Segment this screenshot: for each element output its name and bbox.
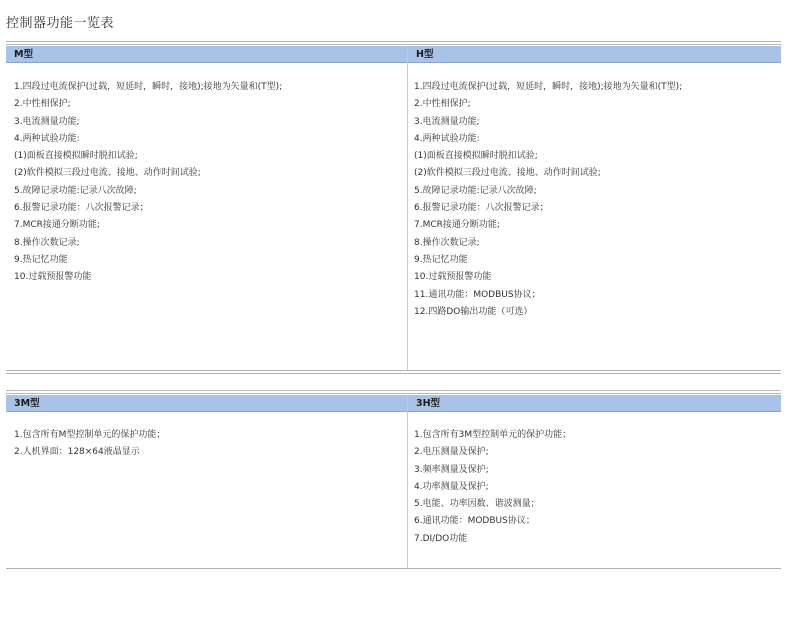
feature-item: 2.电压测量及保护;: [414, 447, 489, 458]
feature-item: 10.过载预报警功能: [14, 272, 92, 283]
feature-item: 11.通讯功能：MODBUS协议；: [414, 289, 541, 300]
column-header-3m: 3M型: [14, 398, 40, 409]
page-title: 控制器功能一览表: [6, 16, 115, 31]
feature-item: (2)软件模拟三段过电流、接地、动作时间试验;: [14, 168, 201, 179]
feature-item: 9.热记忆功能: [14, 254, 68, 265]
feature-item: 3.电流测量功能;: [14, 116, 80, 127]
table-bottom-border: [6, 568, 781, 569]
feature-list-h: [414, 79, 682, 321]
feature-item: 5.故障记录功能:记录八次故障;: [14, 185, 137, 196]
feature-item: 8.操作次数记录;: [14, 237, 80, 248]
feature-item: 4.两种试验功能:: [414, 133, 480, 144]
feature-item: 6.报警记录功能：八次报警记录；: [14, 203, 149, 214]
feature-list-3m: [14, 427, 165, 462]
feature-item: 4.功率测量及保护;: [414, 481, 489, 492]
column-header-m: M型: [14, 49, 33, 60]
feature-list-m: [14, 79, 282, 287]
feature-item: 3.电流测量功能;: [414, 116, 480, 127]
feature-item: 9.热记忆功能: [414, 254, 468, 265]
feature-item: 6.报警记录功能：八次报警记录；: [414, 203, 549, 214]
feature-item: 3.频率测量及保护;: [414, 464, 489, 475]
feature-table-m-h: [6, 41, 781, 371]
feature-item: 1.四段过电流保护(过载，短延时，瞬时，接地);接地为矢量和(T型);: [14, 82, 283, 92]
feature-item: 2.中性相保护;: [414, 99, 471, 110]
feature-item: 2.中性相保护;: [14, 99, 71, 110]
column-header-3h: 3H型: [416, 398, 441, 409]
table-header-row: [6, 395, 781, 412]
column-divider: [407, 395, 408, 569]
column-divider: [407, 46, 408, 371]
feature-item: 2.人机界面：128×64液晶显示: [14, 447, 140, 458]
feature-item: 7.MCR接通分断功能;: [414, 220, 500, 231]
feature-list-3h: [414, 427, 571, 548]
feature-item: 8.操作次数记录;: [414, 237, 480, 248]
feature-item: (2)软件模拟三段过电流、接地、动作时间试验;: [414, 168, 601, 179]
feature-table-3m-3h: [6, 390, 781, 569]
feature-item: 1.四段过电流保护(过载，短延时，瞬时，接地);接地为矢量和(T型);: [414, 82, 683, 92]
feature-item: 5.故障记录功能:记录八次故障;: [414, 185, 537, 196]
feature-item: 5.电能、功率因数、谐波测量；: [414, 499, 540, 510]
feature-item: 1.包含所有M型控制单元的保护功能；: [14, 430, 166, 440]
feature-item: 7.DI/DO功能: [414, 533, 468, 544]
feature-item: 7.MCR接通分断功能;: [14, 220, 100, 231]
feature-item: 12.四路DO输出功能（可选）: [414, 306, 533, 317]
table-header-row: [6, 46, 781, 63]
feature-item: 6.通讯功能：MODBUS协议；: [414, 516, 535, 527]
column-header-h: H型: [416, 49, 434, 60]
feature-item: 1.包含所有3M型控制单元的保护功能；: [414, 430, 572, 440]
table-bottom-border: [6, 370, 781, 371]
feature-item: (1)面板直接模拟瞬时脱扣试验;: [14, 151, 138, 162]
feature-item: (1)面板直接模拟瞬时脱扣试验;: [414, 151, 538, 162]
feature-item: 10.过载预报警功能: [414, 272, 492, 283]
feature-item: 4.两种试验功能:: [14, 133, 80, 144]
